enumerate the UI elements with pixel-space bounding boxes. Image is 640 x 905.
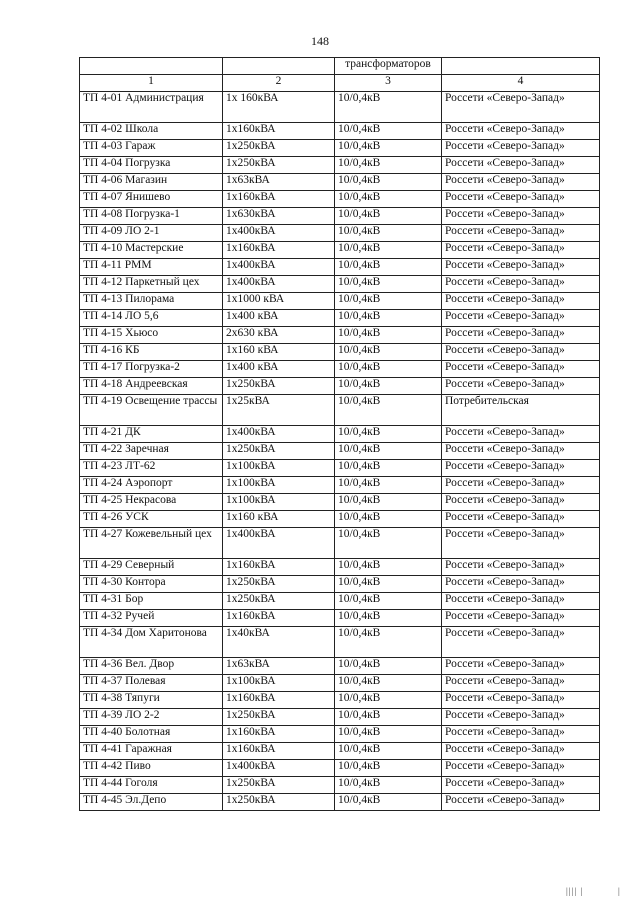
substation-name-cell: ТП 4-19 Освещение трассы: [80, 395, 223, 426]
owner-cell: Россети «Северо-Запад»: [442, 760, 600, 777]
table-row: [80, 460, 600, 477]
table-row: [80, 208, 600, 225]
owner-cell: Россети «Северо-Запад»: [442, 528, 600, 559]
owner-cell: Россети «Северо-Запад»: [442, 174, 600, 191]
capacity-cell: 1х160кВА: [223, 559, 335, 576]
substation-name-cell: ТП 4-30 Контора: [80, 576, 223, 593]
owner-cell: Россети «Северо-Запад»: [442, 361, 600, 378]
voltage-cell: 10/0,4кВ: [335, 259, 442, 276]
voltage-cell: 10/0,4кВ: [335, 123, 442, 140]
voltage-cell: 10/0,4кВ: [335, 426, 442, 443]
owner-cell: Россети «Северо-Запад»: [442, 123, 600, 140]
capacity-cell: 1х400кВА: [223, 426, 335, 443]
capacity-cell: 1х400 кВА: [223, 361, 335, 378]
owner-cell: Россети «Северо-Запад»: [442, 692, 600, 709]
voltage-cell: 10/0,4кВ: [335, 494, 442, 511]
table-row: [80, 361, 600, 378]
voltage-cell: 10/0,4кВ: [335, 692, 442, 709]
substation-name-cell: ТП 4-11 РММ: [80, 259, 223, 276]
table-row: [80, 528, 600, 559]
voltage-cell: 10/0,4кВ: [335, 726, 442, 743]
voltage-cell: 10/0,4кВ: [335, 276, 442, 293]
table-row: [80, 627, 600, 658]
capacity-cell: 1х250кВА: [223, 378, 335, 395]
voltage-cell: 10/0,4кВ: [335, 511, 442, 528]
capacity-cell: 1х160кВА: [223, 242, 335, 259]
capacity-cell: 1х250кВА: [223, 777, 335, 794]
substation-name-cell: ТП 4-44 Гоголя: [80, 777, 223, 794]
substation-name-cell: ТП 4-42 Пиво: [80, 760, 223, 777]
owner-cell: Россети «Северо-Запад»: [442, 610, 600, 627]
table-row: [80, 726, 600, 743]
substation-name-cell: ТП 4-29 Северный: [80, 559, 223, 576]
table-row: [80, 709, 600, 726]
capacity-cell: 1х250кВА: [223, 576, 335, 593]
table-row: [80, 777, 600, 794]
table-row: [80, 477, 600, 494]
owner-cell: Россети «Северо-Запад»: [442, 511, 600, 528]
substation-name-cell: ТП 4-39 ЛО 2-2: [80, 709, 223, 726]
table-row: [80, 378, 600, 395]
capacity-cell: 1х400кВА: [223, 259, 335, 276]
capacity-cell: 1х250кВА: [223, 593, 335, 610]
substation-name-cell: ТП 4-18 Андреевская: [80, 378, 223, 395]
capacity-cell: 1х160кВА: [223, 123, 335, 140]
table-row: [80, 225, 600, 242]
substation-name-cell: ТП 4-38 Тяпуги: [80, 692, 223, 709]
table-row: [80, 157, 600, 174]
voltage-cell: 10/0,4кВ: [335, 140, 442, 157]
table-row: [80, 760, 600, 777]
voltage-cell: 10/0,4кВ: [335, 777, 442, 794]
voltage-cell: 10/0,4кВ: [335, 327, 442, 344]
voltage-cell: 10/0,4кВ: [335, 225, 442, 242]
table-row: [80, 344, 600, 361]
table-row: [80, 191, 600, 208]
owner-cell: Россети «Северо-Запад»: [442, 293, 600, 310]
table-row: [80, 140, 600, 157]
substation-name-cell: ТП 4-17 Погрузка-2: [80, 361, 223, 378]
capacity-cell: 1х250кВА: [223, 157, 335, 174]
substation-name-cell: ТП 4-16 КБ: [80, 344, 223, 361]
capacity-cell: 1х250кВА: [223, 443, 335, 460]
owner-cell: Россети «Северо-Запад»: [442, 378, 600, 395]
substation-name-cell: ТП 4-09 ЛО 2-1: [80, 225, 223, 242]
footer-marks: |||| |: [566, 886, 584, 896]
capacity-cell: 1х400кВА: [223, 225, 335, 242]
owner-cell: Россети «Северо-Запад»: [442, 191, 600, 208]
capacity-cell: 1х100кВА: [223, 477, 335, 494]
capacity-cell: 1х400кВА: [223, 760, 335, 777]
owner-cell: Россети «Северо-Запад»: [442, 443, 600, 460]
capacity-cell: 1х160 кВА: [223, 344, 335, 361]
table-row: [80, 310, 600, 327]
owner-cell: Россети «Северо-Запад»: [442, 208, 600, 225]
owner-cell: Россети «Северо-Запад»: [442, 477, 600, 494]
substation-name-cell: ТП 4-06 Магазин: [80, 174, 223, 191]
owner-cell: Россети «Северо-Запад»: [442, 709, 600, 726]
substation-name-cell: ТП 4-32 Ручей: [80, 610, 223, 627]
capacity-cell: 1х 160кВА: [223, 92, 335, 123]
table-row: [80, 443, 600, 460]
voltage-cell: 10/0,4кВ: [335, 528, 442, 559]
substation-name-cell: ТП 4-24 Аэропорт: [80, 477, 223, 494]
voltage-cell: 10/0,4кВ: [335, 610, 442, 627]
owner-cell: Россети «Северо-Запад»: [442, 344, 600, 361]
substation-name-cell: ТП 4-27 Кожевельный цех: [80, 528, 223, 559]
capacity-cell: 2х630 кВА: [223, 327, 335, 344]
substation-name-cell: ТП 4-13 Пилорама: [80, 293, 223, 310]
capacity-cell: 1х630кВА: [223, 208, 335, 225]
substation-name-cell: ТП 4-26 УСК: [80, 511, 223, 528]
voltage-cell: 10/0,4кВ: [335, 310, 442, 327]
voltage-cell: 10/0,4кВ: [335, 174, 442, 191]
header-continued-row: [80, 58, 600, 75]
substation-name-cell: ТП 4-02 Школа: [80, 123, 223, 140]
substation-name-cell: ТП 4-04 Погрузка: [80, 157, 223, 174]
owner-cell: Россети «Северо-Запад»: [442, 310, 600, 327]
capacity-cell: 1х250кВА: [223, 794, 335, 811]
owner-cell: Россети «Северо-Запад»: [442, 559, 600, 576]
footer-tick: |: [618, 886, 620, 896]
header-cell: [223, 58, 335, 75]
voltage-cell: 10/0,4кВ: [335, 658, 442, 675]
capacity-cell: 1х400 кВА: [223, 310, 335, 327]
substation-name-cell: ТП 4-23 ЛТ-62: [80, 460, 223, 477]
voltage-cell: 10/0,4кВ: [335, 709, 442, 726]
substation-table: [79, 57, 600, 811]
substation-name-cell: ТП 4-03 Гараж: [80, 140, 223, 157]
owner-cell: Россети «Северо-Запад»: [442, 794, 600, 811]
owner-cell: Россети «Северо-Запад»: [442, 658, 600, 675]
capacity-cell: 1х250кВА: [223, 140, 335, 157]
voltage-cell: 10/0,4кВ: [335, 242, 442, 259]
substation-name-cell: ТП 4-22 Заречная: [80, 443, 223, 460]
owner-cell: Россети «Северо-Запад»: [442, 460, 600, 477]
table-row: [80, 123, 600, 140]
voltage-cell: 10/0,4кВ: [335, 443, 442, 460]
substation-name-cell: ТП 4-45 Эл.Депо: [80, 794, 223, 811]
owner-cell: Потребительская: [442, 395, 600, 426]
table-row: [80, 395, 600, 426]
voltage-cell: 10/0,4кВ: [335, 208, 442, 225]
capacity-cell: 1х400кВА: [223, 276, 335, 293]
voltage-cell: 10/0,4кВ: [335, 460, 442, 477]
voltage-cell: 10/0,4кВ: [335, 794, 442, 811]
table-row: [80, 559, 600, 576]
voltage-cell: 10/0,4кВ: [335, 344, 442, 361]
substation-name-cell: ТП 4-08 Погрузка-1: [80, 208, 223, 225]
table-row: [80, 675, 600, 692]
owner-cell: Россети «Северо-Запад»: [442, 627, 600, 658]
voltage-cell: 10/0,4кВ: [335, 593, 442, 610]
header-cell: [442, 58, 600, 75]
capacity-cell: 1х1000 кВА: [223, 293, 335, 310]
voltage-cell: 10/0,4кВ: [335, 92, 442, 123]
substation-name-cell: ТП 4-12 Паркетный цех: [80, 276, 223, 293]
owner-cell: Россети «Северо-Запад»: [442, 92, 600, 123]
capacity-cell: 1х40кВА: [223, 627, 335, 658]
voltage-cell: 10/0,4кВ: [335, 627, 442, 658]
voltage-cell: 10/0,4кВ: [335, 395, 442, 426]
capacity-cell: 1х160кВА: [223, 743, 335, 760]
capacity-cell: 1х160кВА: [223, 692, 335, 709]
voltage-cell: 10/0,4кВ: [335, 576, 442, 593]
capacity-cell: 1х100кВА: [223, 675, 335, 692]
table-row: [80, 658, 600, 675]
table-row: [80, 242, 600, 259]
column-number: 1: [80, 75, 223, 92]
voltage-cell: 10/0,4кВ: [335, 743, 442, 760]
capacity-cell: 1х250кВА: [223, 709, 335, 726]
table-row: [80, 593, 600, 610]
header-cell: трансформаторов: [335, 58, 442, 75]
table-row: [80, 794, 600, 811]
column-number: 4: [442, 75, 600, 92]
owner-cell: Россети «Северо-Запад»: [442, 242, 600, 259]
voltage-cell: 10/0,4кВ: [335, 191, 442, 208]
substation-name-cell: ТП 4-15 Хьюсо: [80, 327, 223, 344]
substation-name-cell: ТП 4-40 Болотная: [80, 726, 223, 743]
substation-name-cell: ТП 4-31 Бор: [80, 593, 223, 610]
owner-cell: Россети «Северо-Запад»: [442, 576, 600, 593]
header-cell: [80, 58, 223, 75]
substation-name-cell: ТП 4-41 Гаражная: [80, 743, 223, 760]
voltage-cell: 10/0,4кВ: [335, 293, 442, 310]
table-row: [80, 174, 600, 191]
capacity-cell: 1х400кВА: [223, 528, 335, 559]
owner-cell: Россети «Северо-Запад»: [442, 777, 600, 794]
voltage-cell: 10/0,4кВ: [335, 675, 442, 692]
column-number: 2: [223, 75, 335, 92]
capacity-cell: 1х25кВА: [223, 395, 335, 426]
table-row: [80, 92, 600, 123]
owner-cell: Россети «Северо-Запад»: [442, 743, 600, 760]
table-row: [80, 494, 600, 511]
owner-cell: Россети «Северо-Запад»: [442, 225, 600, 242]
table-row: [80, 576, 600, 593]
substation-name-cell: ТП 4-14 ЛО 5,6: [80, 310, 223, 327]
column-number: 3: [335, 75, 442, 92]
owner-cell: Россети «Северо-Запад»: [442, 327, 600, 344]
substation-name-cell: ТП 4-25 Некрасова: [80, 494, 223, 511]
capacity-cell: 1х100кВА: [223, 494, 335, 511]
table-row: [80, 610, 600, 627]
voltage-cell: 10/0,4кВ: [335, 760, 442, 777]
owner-cell: Россети «Северо-Запад»: [442, 726, 600, 743]
capacity-cell: 1х160кВА: [223, 610, 335, 627]
page-number: 148: [311, 34, 329, 48]
capacity-cell: 1х160кВА: [223, 726, 335, 743]
table-row: [80, 293, 600, 310]
owner-cell: Россети «Северо-Запад»: [442, 426, 600, 443]
table-row: [80, 692, 600, 709]
owner-cell: Россети «Северо-Запад»: [442, 494, 600, 511]
table-row: [80, 743, 600, 760]
substation-name-cell: ТП 4-37 Полевая: [80, 675, 223, 692]
capacity-cell: 1х63кВА: [223, 174, 335, 191]
column-number-row: [80, 75, 600, 92]
table-row: [80, 259, 600, 276]
substation-name-cell: ТП 4-01 Администрация: [80, 92, 223, 123]
table-row: [80, 327, 600, 344]
capacity-cell: 1х160 кВА: [223, 511, 335, 528]
voltage-cell: 10/0,4кВ: [335, 157, 442, 174]
substation-name-cell: ТП 4-34 Дом Харитонова: [80, 627, 223, 658]
capacity-cell: 1х160кВА: [223, 191, 335, 208]
substation-name-cell: ТП 4-21 ДК: [80, 426, 223, 443]
substation-name-cell: ТП 4-10 Мастерские: [80, 242, 223, 259]
voltage-cell: 10/0,4кВ: [335, 361, 442, 378]
substation-name-cell: ТП 4-36 Вел. Двор: [80, 658, 223, 675]
capacity-cell: 1х63кВА: [223, 658, 335, 675]
owner-cell: Россети «Северо-Запад»: [442, 259, 600, 276]
owner-cell: Россети «Северо-Запад»: [442, 276, 600, 293]
voltage-cell: 10/0,4кВ: [335, 477, 442, 494]
voltage-cell: 10/0,4кВ: [335, 378, 442, 395]
table-row: [80, 511, 600, 528]
owner-cell: Россети «Северо-Запад»: [442, 593, 600, 610]
voltage-cell: 10/0,4кВ: [335, 559, 442, 576]
substation-name-cell: ТП 4-07 Янишево: [80, 191, 223, 208]
table-row: [80, 276, 600, 293]
owner-cell: Россети «Северо-Запад»: [442, 140, 600, 157]
owner-cell: Россети «Северо-Запад»: [442, 157, 600, 174]
owner-cell: Россети «Северо-Запад»: [442, 675, 600, 692]
table-row: [80, 426, 600, 443]
capacity-cell: 1х100кВА: [223, 460, 335, 477]
